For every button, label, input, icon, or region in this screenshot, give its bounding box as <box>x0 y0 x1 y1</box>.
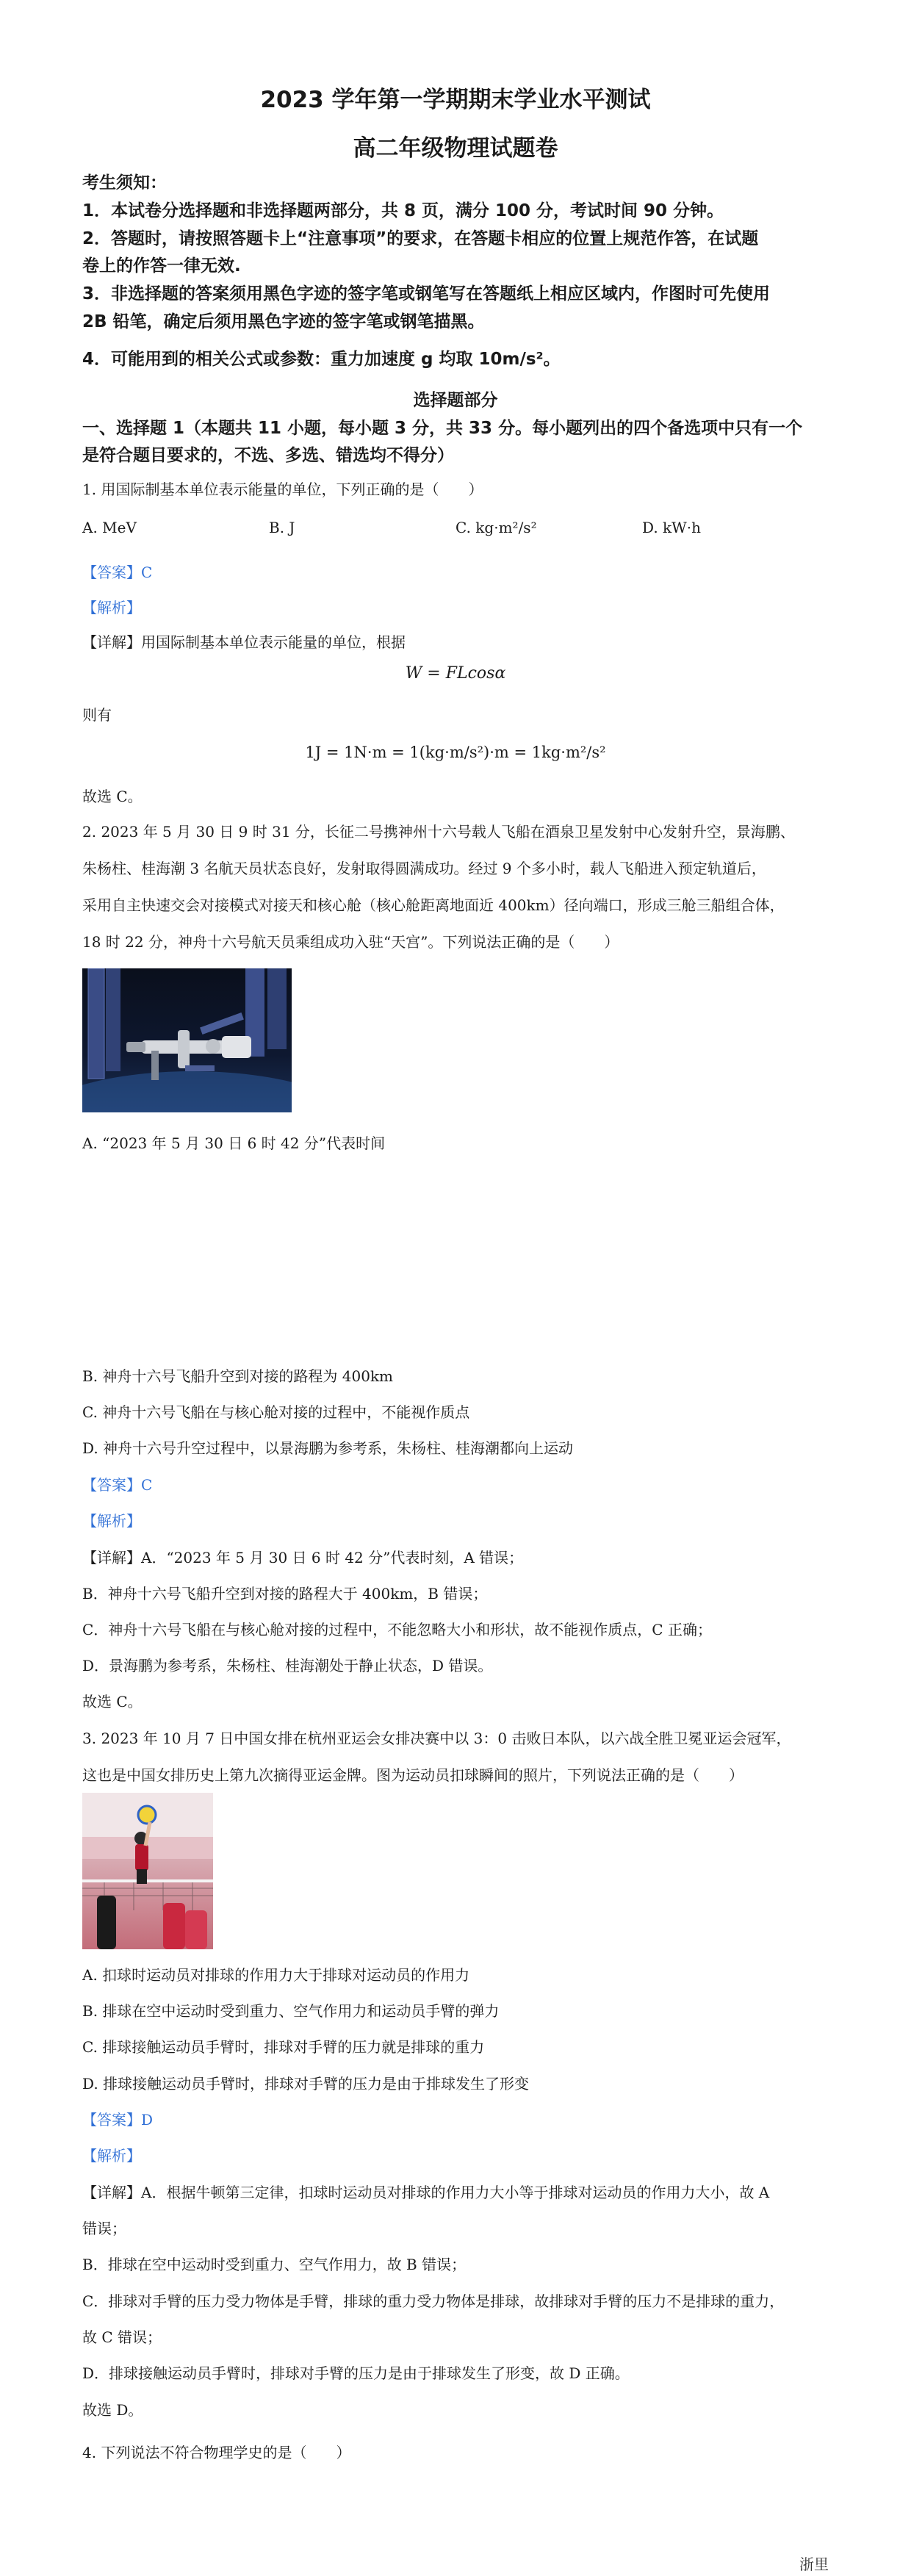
exam-subtitle: 高二年级物理试题卷 <box>353 135 558 162</box>
option-c: C. 神舟十六号飞船在与核心舱对接的过程中，不能视作质点 <box>82 1403 470 1421</box>
option-b: B. J <box>269 519 295 536</box>
analysis-label: 【解析】 <box>82 1512 141 1530</box>
detail-text: 【详解】A．“2023 年 5 月 30 日 6 时 42 分”代表时刻，A 错误； <box>82 1549 524 1566</box>
question-stem: 1. 用国际制基本单位表示能量的单位，下列正确的是（ ） <box>82 481 483 498</box>
conclusion-text: 故选 C。 <box>82 788 143 805</box>
answer-label: 【答案】C <box>82 1476 153 1494</box>
option-a: A. MeV <box>82 519 137 536</box>
option-a: A. “2023 年 5 月 30 日 6 时 42 分”代表时间 <box>82 1134 386 1152</box>
detail-text: B．排球在空中运动时受到重力、空气作用力，故 B 错误； <box>82 2256 467 2273</box>
detail-text: B．神舟十六号飞船升空到对接的路程大于 400km，B 错误； <box>82 1585 488 1602</box>
conclusion-text: 故选 C。 <box>82 1693 143 1710</box>
notice-line: 3．非选择题的答案须用黑色字迹的签字笔或钢笔写在答题纸上相应区域内，作图时可先使用 <box>82 284 771 303</box>
detail-text: 则有 <box>82 706 112 724</box>
formula: 1J = 1N·m = 1(kg·m/s²)·m = 1kg·m²/s² <box>305 744 606 761</box>
detail-text: 错误； <box>82 2220 126 2237</box>
question-stem: 采用自主快速交会对接模式对接天和核心舱（核心舱距离地面近 400km）径向端口，形成三舱三船组合体， <box>82 896 785 914</box>
space-station-photo <box>82 968 292 1112</box>
detail-text: C．神舟十六号飞船在与核心舱对接的过程中，不能忽略大小和形状，故不能视作质点，C 正确； <box>82 1621 712 1638</box>
option-d: D. 排球接触运动员手臂时，排球对手臂的压力是由于排球发生了形变 <box>82 2075 530 2093</box>
question-stem: 2. 2023 年 5 月 30 日 9 时 31 分，长征二号携神州十六号载人飞船在酒泉卫星发射中心发射升空，景海鹏、 <box>82 823 795 841</box>
analysis-label: 【解析】 <box>82 599 141 616</box>
notice-heading: 考生须知： <box>82 173 167 193</box>
detail-text: D．排球接触运动员手臂时，排球对手臂的压力是由于排球发生了形变，故 D 正确。 <box>82 2364 630 2382</box>
volleyball-photo <box>82 1793 213 1949</box>
detail-text: 【详解】用国际制基本单位表示能量的单位，根据 <box>82 633 406 651</box>
option-a: A. 扣球时运动员对排球的作用力大于排球对运动员的作用力 <box>82 1966 470 1984</box>
footer-mark: 浙里 <box>799 2555 829 2573</box>
option-c: C. kg·m²/s² <box>455 519 537 536</box>
option-b: B. 神舟十六号飞船升空到对接的路程为 400km <box>82 1367 394 1385</box>
answer-label: 【答案】C <box>82 564 153 581</box>
question-stem: 4. 下列说法不符合物理学史的是（ ） <box>82 2444 351 2461</box>
detail-text: 故 C 错误； <box>82 2328 162 2346</box>
answer-label: 【答案】D <box>82 2111 154 2129</box>
question-stem: 18 时 22 分，神舟十六号航天员乘组成功入驻“天宫”。下列说法正确的是（ ） <box>82 933 619 951</box>
notice-line: 1．本试卷分选择题和非选择题两部分，共 8 页，满分 100 分，考试时间 90 分钟。 <box>82 201 724 220</box>
question-stem: 朱杨柱、桂海潮 3 名航天员状态良好，发射取得圆满成功。经过 9 个多小时，载人飞船进入预定轨道后， <box>82 860 766 877</box>
notice-line: 卷上的作答一律无效. <box>82 256 241 276</box>
notice-line: 2B 铅笔，确定后须用黑色字迹的签字笔或钢笔描黑。 <box>82 312 485 331</box>
section-intro: 是符合题目要求的，不选、多选、错选均不得分） <box>82 446 454 465</box>
analysis-label: 【解析】 <box>82 2147 141 2165</box>
option-c: C. 排球接触运动员手臂时，排球对手臂的压力就是排球的重力 <box>82 2038 485 2056</box>
detail-text: C．排球对手臂的压力受力物体是手臂，排球的重力受力物体是排球，故排球对手臂的压力不是排球的重力， <box>82 2292 785 2310</box>
notice-line: 4．可能用到的相关公式或参数：重力加速度 g 均取 10m/s²。 <box>82 350 561 369</box>
detail-text: 【详解】A．根据牛顿第三定律，扣球时运动员对排球的作用力大小等于排球对运动员的作用力大小，故 A <box>82 2184 770 2201</box>
exam-title: 2023 学年第一学期期末学业水平测试 <box>260 87 651 113</box>
notice-line: 2．答题时，请按照答题卡上“注意事项”的要求，在答题卡相应的位置上规范作答，在试题 <box>82 229 759 248</box>
question-stem: 这也是中国女排历史上第九次摘得亚运金牌。图为运动员扣球瞬间的照片，下列说法正确的是（ ） <box>82 1766 743 1784</box>
question-stem: 3. 2023 年 10 月 7 日中国女排在杭州亚运会女排决赛中以 3：0 击败日本队，以六战全胜卫冕亚运会冠军， <box>82 1730 791 1747</box>
option-d: D. kW·h <box>642 519 701 536</box>
option-b: B. 排球在空中运动时受到重力、空气作用力和运动员手臂的弹力 <box>82 2002 500 2020</box>
conclusion-text: 故选 D。 <box>82 2401 143 2419</box>
detail-text: D．景海鹏为参考系，朱杨柱、桂海潮处于静止状态，D 错误。 <box>82 1657 493 1674</box>
section-title: 选择题部分 <box>413 391 498 410</box>
formula: W = FLcosα <box>405 664 506 683</box>
option-d: D. 神舟十六号升空过程中，以景海鹏为参考系，朱杨柱、桂海潮都向上运动 <box>82 1439 574 1457</box>
section-intro: 一、选择题 1（本题共 11 小题，每小题 3 分，共 33 分。每小题列出的四个备选项中只有一个 <box>82 419 803 438</box>
